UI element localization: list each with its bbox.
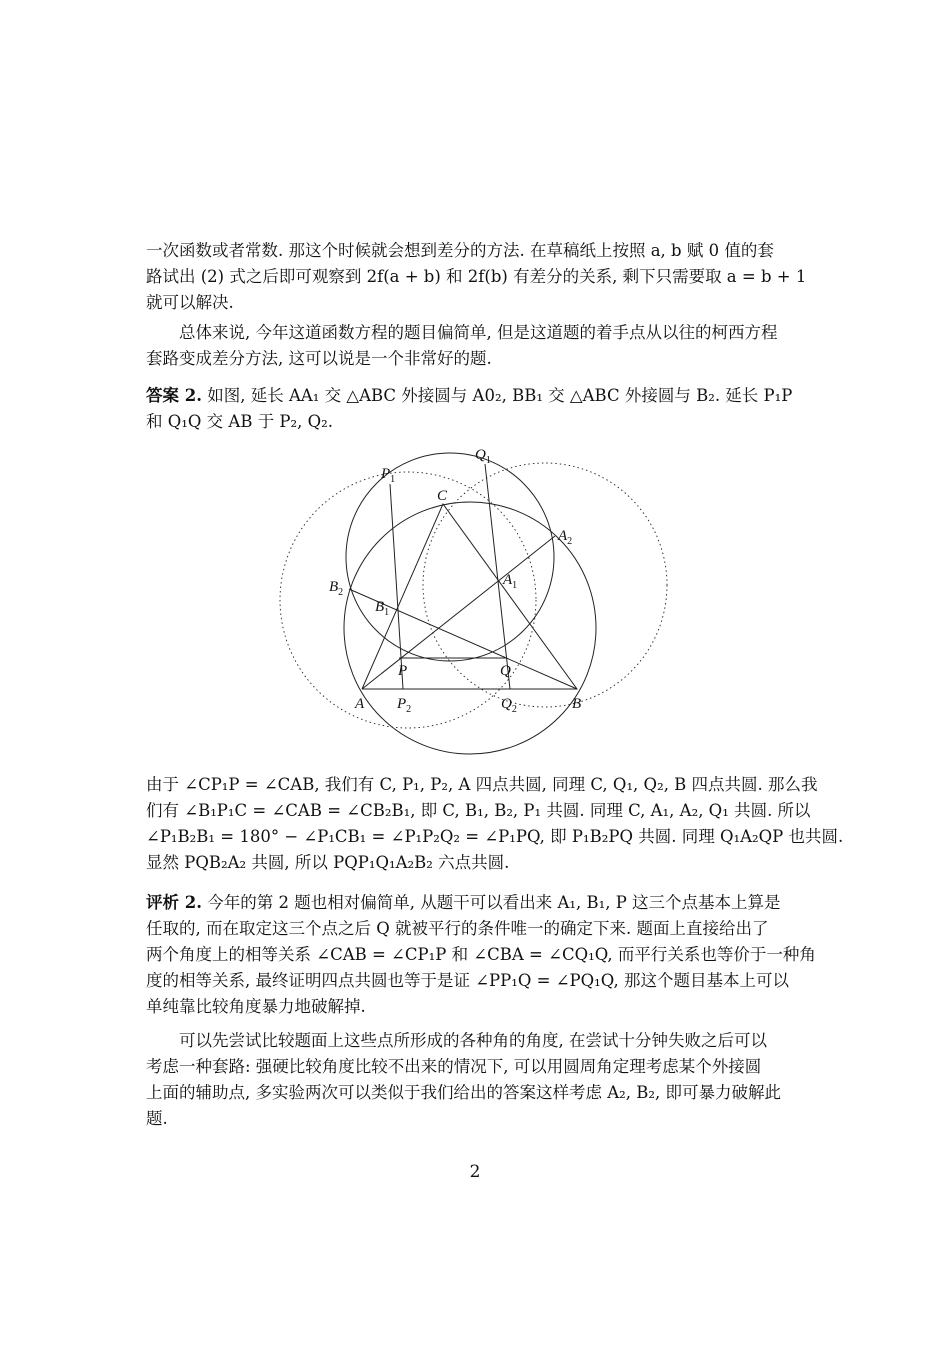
label-b1: $B_1$ (375, 599, 390, 618)
text-line: 显然 PQB₂A₂ 共圆, 所以 PQP₁Q₁A₂B₂ 六点共圆. (146, 853, 510, 872)
line-a-a2 (362, 536, 555, 689)
dotted-circle-right (423, 463, 667, 707)
text-line: 度的相等关系, 最终证明四点共圆也等于是证 ∠PP₁Q = ∠PQ₁Q, 那这个题目基本上可以 (146, 971, 789, 990)
text-line: 上面的辅助点, 多实验两次可以类似于我们给出的答案这样考虑 A₂, B₂, 即可暴力破解此 (146, 1083, 781, 1102)
proof-paragraph (146, 772, 844, 876)
text-line: 今年的第 2 题也相对偏简单, 从题干可以看出来 A₁, B₁, P 这三个点基本上算是 (201, 893, 781, 912)
paragraph-strategy (146, 1028, 806, 1132)
text-line: 由于 ∠CP₁P = ∠CAB, 我们有 C, P₁, P₂, A 四点共圆, 同理 C, Q₁, Q₂, B 四点共圆. 那么我 (146, 775, 818, 794)
text-line: 路试出 (2) 式之后即可观察到 2f(a + b) 和 2f(b) 有差分的关系, 剩下只需要取 a = b + 1 (146, 267, 807, 286)
page-number: 2 (469, 1162, 481, 1182)
label-b: B (572, 696, 582, 712)
label-q1: $Q_1$ (475, 447, 491, 466)
paragraph-summary (146, 320, 806, 372)
triangle-abc (362, 504, 577, 689)
paragraph-difference-method (146, 238, 806, 316)
label-c: C (437, 488, 448, 504)
text-line: 套路变成差分方法, 这可以说是一个非常好的题. (146, 349, 492, 368)
text-line: 就可以解决. (146, 293, 234, 312)
label-a2: $A_2$ (558, 528, 573, 547)
text-line: 题. (146, 1109, 168, 1128)
text-line: 们有 ∠B₁P₁C = ∠CAB = ∠CB₂B₁, 即 C, B₁, B₂, P₁ 共圆. 同理 C, A₁, A₂, Q₁ 共圆. 所以 (146, 801, 811, 820)
label-q2: $Q_2$ (501, 696, 517, 715)
dotted-circle-left (280, 472, 536, 728)
geometry-diagram (270, 440, 680, 770)
label-b2: $B_2$ (329, 579, 344, 598)
label-p1: $P_1$ (381, 466, 396, 485)
geometry-figure (270, 440, 680, 774)
label-a1: $A_1$ (503, 572, 518, 591)
analysis-label: 评析 2. (146, 893, 202, 912)
text-line: 两个角度上的相等关系 ∠CAB = ∠CP₁P 和 ∠CBA = ∠CQ₁Q, 而平行关系也等价于一种角 (146, 945, 816, 964)
text-line: 可以先尝试比较题面上这些点所形成的各种角的角度, 在尝试十分钟失败之后可以 (179, 1031, 767, 1050)
label-p: P (398, 663, 408, 679)
answer-2 (146, 383, 806, 435)
text-line: 考虑一种套路: 强硬比较角度比较不出来的情况下, 可以用圆周角定理考虑某个外接圆 (146, 1057, 762, 1076)
text-line: 和 Q₁Q 交 AB 于 P₂, Q₂. (146, 412, 334, 431)
label-q: Q (500, 663, 511, 679)
six-point-circle (346, 453, 554, 661)
text-line: 一次函数或者常数. 那这个时候就会想到差分的方法. 在草稿纸上按照 a, b 赋 0 值的套 (146, 241, 774, 260)
label-p2: $P_2$ (397, 696, 412, 715)
answer-label: 答案 2. (146, 386, 202, 405)
text-line: 如图, 延长 AA₁ 交 △ABC 外接圆与 A0₂, BB₁ 交 △ABC 外接圆与 B₂. 延长 P₁P (201, 386, 793, 405)
analysis-2 (146, 890, 816, 1020)
text-line: 单纯靠比较角度暴力地破解掉. (146, 997, 366, 1016)
label-a: A (355, 696, 365, 712)
text-line: ∠P₁B₂B₁ = 180° − ∠P₁CB₁ = ∠P₁P₂Q₂ = ∠P₁PQ, 即 P₁B₂PQ 共圆. 同理 Q₁A₂QP 也共圆. (146, 827, 844, 846)
text-line: 任取的, 而在取定这三个点之后 Q 就被平行的条件唯一的确定下来. 题面上直接给出了 (146, 919, 769, 938)
text-line: 总体来说, 今年这道函数方程的题目偏简单, 但是这道题的着手点从以往的柯西方程 (179, 323, 778, 342)
